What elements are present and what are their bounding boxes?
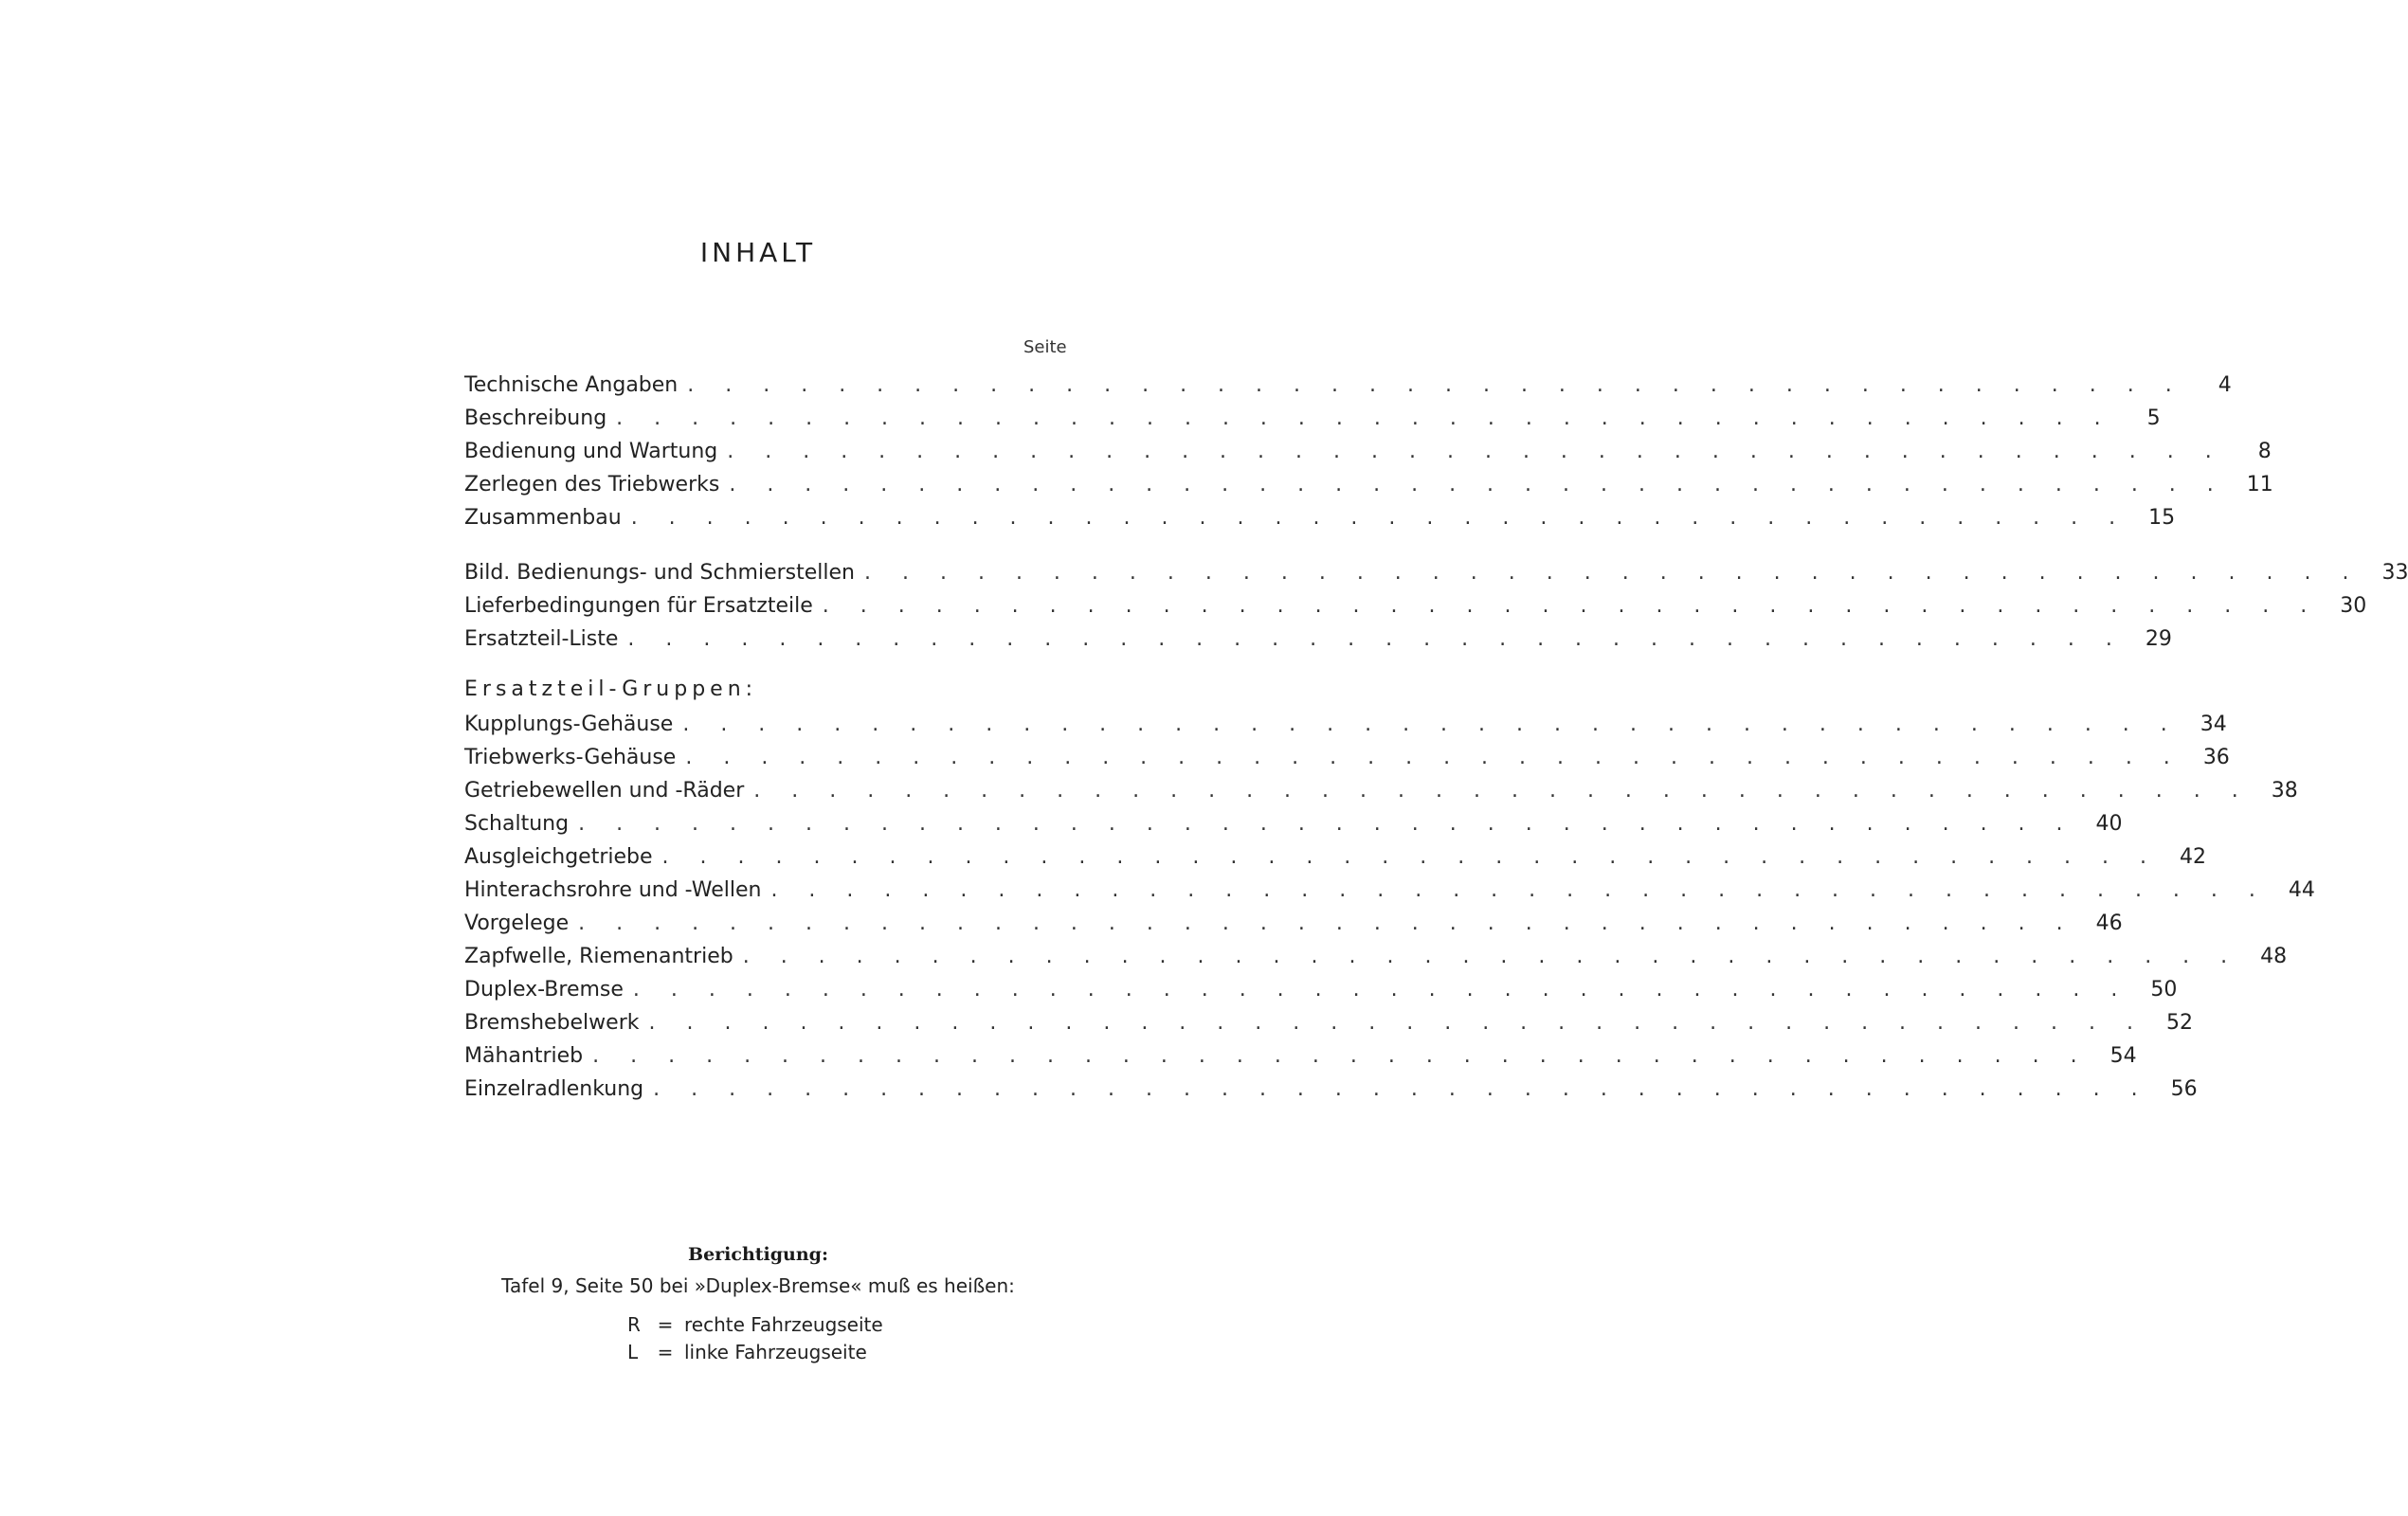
toc-entry-page: 46 [2095,911,2123,935]
toc-entry-page: 29 [2145,627,2172,651]
toc-entry-page: 34 [2200,713,2227,736]
dot-leader: . . . . . . . . . . . . . . . . . . . . . . . . . . . . . . . . . . . . . . . . [578,911,2075,935]
toc-entry-label: Technische Angaben [464,373,679,397]
toc-entry-page: 56 [2170,1077,2198,1101]
dot-leader: . . . . . . . . . . . . . . . . . . . . . . . . . . . . . . . . . . . . . . . . [687,373,2184,397]
toc-entry-page: 42 [2180,845,2207,869]
toc-entry [464,371,2232,400]
dot-leader: . . . . . . . . . . . . . . . . . . . . . . . . . . . . . . . . . . . . . . . . [729,473,2226,496]
toc-entry-label: Hinterachsrohre und -Wellen [464,878,762,902]
dot-leader: . . . . . . . . . . . . . . . . . . . . . . . . . . . . . . . . . . . . . . . . [822,594,2320,618]
toc-entry-page: 38 [2271,779,2298,803]
dot-leader: . . . . . . . . . . . . . . . . . . . . . . . . . . . . . . . . . . . . . . . . [592,1044,2090,1068]
toc-entry-label: Bedienung und Wartung [464,440,718,463]
legend-equals: = [657,1313,674,1336]
toc-entry-label: Zusammenbau [464,506,622,530]
dot-leader: . . . . . . . . . . . . . . . . . . . . . . . . . . . . . . . . . . . . . . . . [727,440,2224,463]
toc-entry-label: Bild. Bedienungs- und Schmierstellen [464,561,855,585]
toc-entry [464,910,2123,938]
toc-entry-label: Schaltung [464,812,570,836]
dot-leader: . . . . . . . . . . . . . . . . . . . . . . . . . . . . . . . . . . . . . . . . [653,1077,2150,1101]
dot-leader: . . . . . . . . . . . . . . . . . . . . . . . . . . . . . . . . . . . . . . . . [627,627,2125,651]
dot-leader: . . . . . . . . . . . . . . . . . . . . . . . . . . . . . . . . . . . . . . . . [742,945,2240,968]
toc-entry-label: Kupplungs-Gehäuse [464,713,674,736]
dot-leader: . . . . . . . . . . . . . . . . . . . . . . . . . . . . . . . . . . . . . . . . [578,812,2075,836]
toc-entry [464,405,2161,433]
page-column-header: Seite [1023,337,1067,357]
toc-entry-label: Zapfwelle, Riemenantrieb [464,945,733,968]
toc-entry [464,559,2408,587]
legend-value: linke Fahrzeugseite [684,1341,867,1363]
toc-entry [464,976,2178,1004]
toc-entry-page: 54 [2109,1044,2137,1068]
toc-entry [464,471,2273,499]
toc-entry-page: 5 [2146,406,2161,430]
legend-key: L [627,1341,639,1363]
toc-entry [464,744,2230,772]
toc-entry-page: 48 [2260,945,2288,968]
toc-entry [464,777,2298,805]
toc-entry-label: Lieferbedingungen für Ersatzteile [464,594,813,618]
toc-entry-label: Zerlegen des Triebwerks [464,473,720,496]
dot-leader: . . . . . . . . . . . . . . . . . . . . . . . . . . . . . . . . . . . . . . . . [616,406,2113,430]
toc-entry [464,1042,2137,1071]
toc-entry [464,1009,2193,1038]
legend-equals: = [657,1341,674,1363]
correction-text: Tafel 9, Seite 50 bei »Duplex-Bremse« muß es heißen: [501,1274,1015,1297]
dot-leader: . . . . . . . . . . . . . . . . . . . . . . . . . . . . . . . . . . . . . . . . [685,746,2182,769]
toc-entry-page: 30 [2340,594,2367,618]
toc-entry [464,504,2176,532]
toc-entry-page: 33 [2381,561,2408,585]
toc-entry [464,625,2172,654]
toc-entry-page: 50 [2150,978,2178,1002]
dot-leader: . . . . . . . . . . . . . . . . . . . . . . . . . . . . . . . . . . . . . . . . [630,506,2128,530]
toc-entry-label: Einzelradlenkung [464,1077,644,1101]
toc-entry-page: 44 [2288,878,2315,902]
toc-entry-label: Vorgelege [464,911,570,935]
dot-leader: . . . . . . . . . . . . . . . . . . . . . . . . . . . . . . . . . . . . . . . . [632,978,2130,1002]
correction-title: Berichtigung: [688,1244,828,1265]
toc-entry [464,592,2367,621]
toc-entry [464,438,2272,466]
toc-entry-label: Bremshebelwerk [464,1011,640,1035]
legend-key: R [627,1313,641,1336]
dot-leader: . . . . . . . . . . . . . . . . . . . . . . . . . . . . . . . . . . . . . . . . [648,1011,2145,1035]
toc-entry-label: Mähantrieb [464,1044,584,1068]
toc-entry [464,943,2288,971]
toc-entry [464,711,2227,739]
toc-entry-page: 36 [2202,746,2230,769]
toc-entry-page: 15 [2148,506,2176,530]
toc-entry-page: 40 [2095,812,2123,836]
toc-entry-page: 8 [2257,440,2272,463]
legend-row [627,1311,883,1339]
toc-entry-page: 11 [2246,473,2273,496]
legend-row [627,1339,867,1366]
toc-entry-page: 4 [2218,373,2232,397]
toc-entry-label: Ersatzteil-Liste [464,627,619,651]
toc-entry-label: Ausgleichgetriebe [464,845,653,869]
toc-entry-label: Duplex-Bremse [464,978,624,1002]
groups-heading: Ersatzteil-Gruppen: [464,677,758,701]
dot-leader: . . . . . . . . . . . . . . . . . . . . . . . . . . . . . . . . . . . . . . . . [864,561,2362,585]
dot-leader: . . . . . . . . . . . . . . . . . . . . . . . . . . . . . . . . . . . . . . . . [682,713,2180,736]
legend-value: rechte Fahrzeugseite [684,1313,883,1336]
correction-note [0,1244,1516,1300]
page-title: INHALT [699,237,817,268]
toc-entry [464,1075,2198,1104]
toc-entry-label: Getriebewellen und -Räder [464,779,745,803]
toc-entry [464,843,2207,872]
toc-entry [464,810,2123,839]
dot-leader: . . . . . . . . . . . . . . . . . . . . . . . . . . . . . . . . . . . . . . . . [661,845,2160,869]
toc-entry [464,876,2315,905]
toc-entry-label: Beschreibung [464,406,607,430]
dot-leader: . . . . . . . . . . . . . . . . . . . . . . . . . . . . . . . . . . . . . . . . [770,878,2268,902]
dot-leader: . . . . . . . . . . . . . . . . . . . . . . . . . . . . . . . . . . . . . . . . [753,779,2251,803]
toc-entry-page: 52 [2165,1011,2193,1035]
toc-entry-label: Triebwerks-Gehäuse [464,746,677,769]
